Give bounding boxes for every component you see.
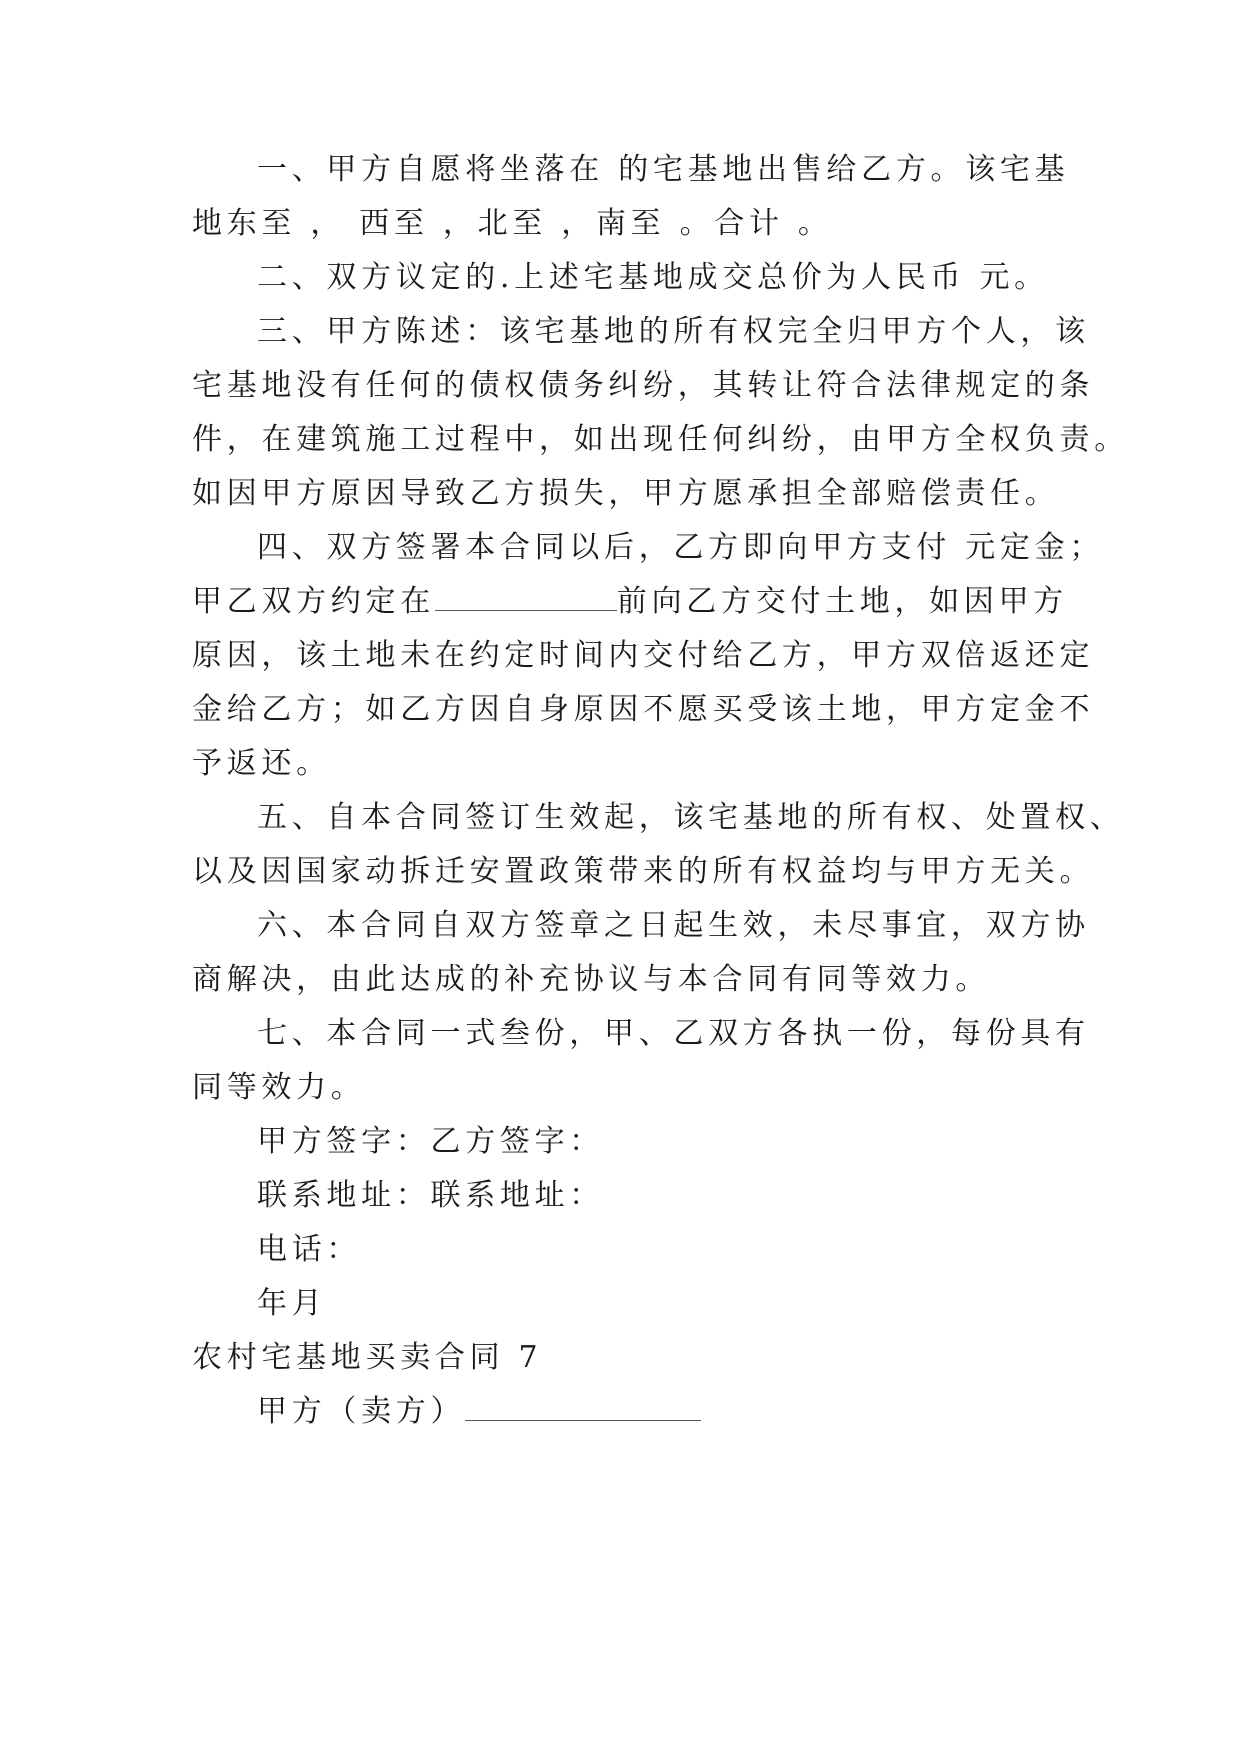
section-title: 农村宅基地买卖合同 7 <box>192 1340 543 1375</box>
seller-label: 甲方（卖方） <box>257 1394 466 1429</box>
clause-6-line-1: 六、本合同自双方签章之日起生效，未尽事宜，双方协 <box>257 908 1090 943</box>
clause-3-line-3: 件，在建筑施工过程中，如出现任何纠纷，由甲方全权负责。 <box>192 422 1129 457</box>
seller-line <box>257 1392 701 1432</box>
clause-3-line-2: 宅基地没有任何的债权债务纠纷，其转让符合法律规定的条 <box>192 368 1095 403</box>
address-line: 联系地址：联系地址： <box>257 1178 604 1213</box>
clause-7-line-1: 七、本合同一式叁份，甲、乙双方各执一份，每份具有 <box>257 1016 1090 1051</box>
date-line: 年月 <box>257 1286 327 1321</box>
signature-line: 甲方签字：乙方签字： <box>257 1124 604 1159</box>
seller-name-blank <box>465 1394 701 1421</box>
delivery-date-blank <box>435 584 617 611</box>
phone-line: 电话： <box>257 1232 362 1267</box>
clause-2-line-1: 二、双方议定的.上述宅基地成交总价为人民币 元。 <box>257 260 1049 295</box>
clause-1-line-2: 地东至 ， 西至 ，北至 ，南至 。合计 。 <box>192 206 833 241</box>
clause-5-line-2: 以及因国家动拆迁安置政策带来的所有权益均与甲方无关。 <box>192 854 1095 889</box>
clause-7-line-2: 同等效力。 <box>192 1070 366 1105</box>
clause-4-line-2-end: 前向乙方交付土地，如因甲方 <box>616 584 1069 619</box>
clause-4-line-4: 金给乙方；如乙方因自身原因不愿买受该土地，甲方定金不 <box>192 692 1095 727</box>
clause-4-line-2-start: 甲乙双方约定在 <box>192 584 435 619</box>
clause-1-line-1: 一、甲方自愿将坐落在 的宅基地出售给乙方。该宅基 <box>257 152 1070 187</box>
clause-3-line-4: 如因甲方原因导致乙方损失，甲方愿承担全部赔偿责任。 <box>192 476 1060 511</box>
clause-5-line-1: 五、自本合同签订生效起，该宅基地的所有权、处置权、 <box>257 800 1125 835</box>
clause-4-line-2 <box>192 582 1068 622</box>
clause-4-line-5: 予返还。 <box>192 746 331 781</box>
clause-4-line-3: 原因，该土地未在约定时间内交付给乙方，甲方双倍返还定 <box>192 638 1095 673</box>
clause-3-line-1: 三、甲方陈述：该宅基地的所有权完全归甲方个人，该 <box>257 314 1090 349</box>
clause-6-line-2: 商解决，由此达成的补充协议与本合同有同等效力。 <box>192 962 991 997</box>
clause-4-line-1: 四、双方签署本合同以后，乙方即向甲方支付 元定金； <box>257 530 1105 565</box>
